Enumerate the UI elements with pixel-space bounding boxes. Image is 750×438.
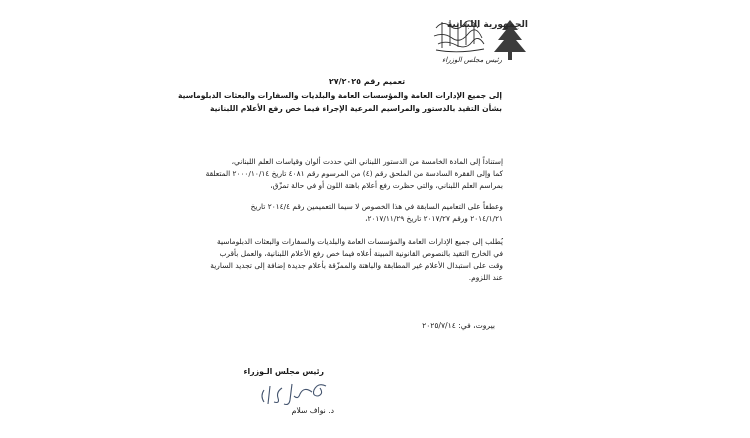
paragraph-line: وقت على استبدال الأعلام غير المطابقة والباهتة والممزّقة بأعلام جديدة إضافة إلى تجديد السارية <box>210 261 503 270</box>
signer-title: رئيس مجلس الـوزراء <box>243 367 324 376</box>
paragraph-line: في الخارج التقيد بالنصوص القانونية المبينة أعلاه فيما خص رفع الأعلام اللبنانية، والعمل بأقرب <box>219 249 503 258</box>
paragraph-3 <box>210 236 503 284</box>
paragraph-1 <box>206 156 503 192</box>
paragraph-line: عند اللزوم. <box>468 273 503 282</box>
paragraph-2 <box>251 201 503 225</box>
paragraph-line: وعطفاً على التعاميم السابقة في هذا الخصوص لا سيما التعميمين رقم ٢٠١٤/٤ تاريخ <box>250 202 503 211</box>
memo-subject: بشأن التقيد بالدستور والمراسيم المرعية الإجراء فيما خص رفع الأعلام اللبنانية <box>209 104 502 113</box>
letterhead-logo-text: الجمهورية اللبنانية <box>446 20 528 30</box>
place-date: بيروت، في: ٢٠٢٥/٧/١٤ <box>422 321 495 330</box>
memo-number: تعميم رقم ٢٧/٢٠٢٥ <box>328 77 406 86</box>
memo-address: إلى جميع الإدارات العامة والمؤسسات العامة والبلديات والسفارات والبعثات الدبلوماسية <box>178 91 502 100</box>
paragraph-line: ٢٠١٤/١/٢١ ورقم ٢٠١٧/٢٧ تاريخ ٢٠١٧/١١/٢٩، <box>365 214 503 223</box>
letterhead-subtitle: رئيس مجلس الوزراء <box>441 56 502 64</box>
paragraph-line: يُطلب إلى جميع الإدارات العامة والمؤسسات العامة والبلديات والسفارات والبعثات الدبلوماسية <box>217 237 503 246</box>
paragraph-line: كما وإلى الفقرة السادسة من الملحق رقم (٤) من المرسوم رقم ٤٠٨١ تاريخ ٢٠٠٠/١٠/١٤ المتعلقة <box>205 169 503 178</box>
signer-name: د. نواف سلام <box>291 406 334 415</box>
paragraph-line: إستناداً إلى المادة الخامسة من الدستور اللبناني التي حددت ألوان وقياسات العلم اللبناني، <box>231 157 503 166</box>
paragraph-line: بمراسم العلم اللبناني، والتي حظرت رفع أعلام باهتة اللون أو في حالة تمزّق، <box>270 181 503 190</box>
